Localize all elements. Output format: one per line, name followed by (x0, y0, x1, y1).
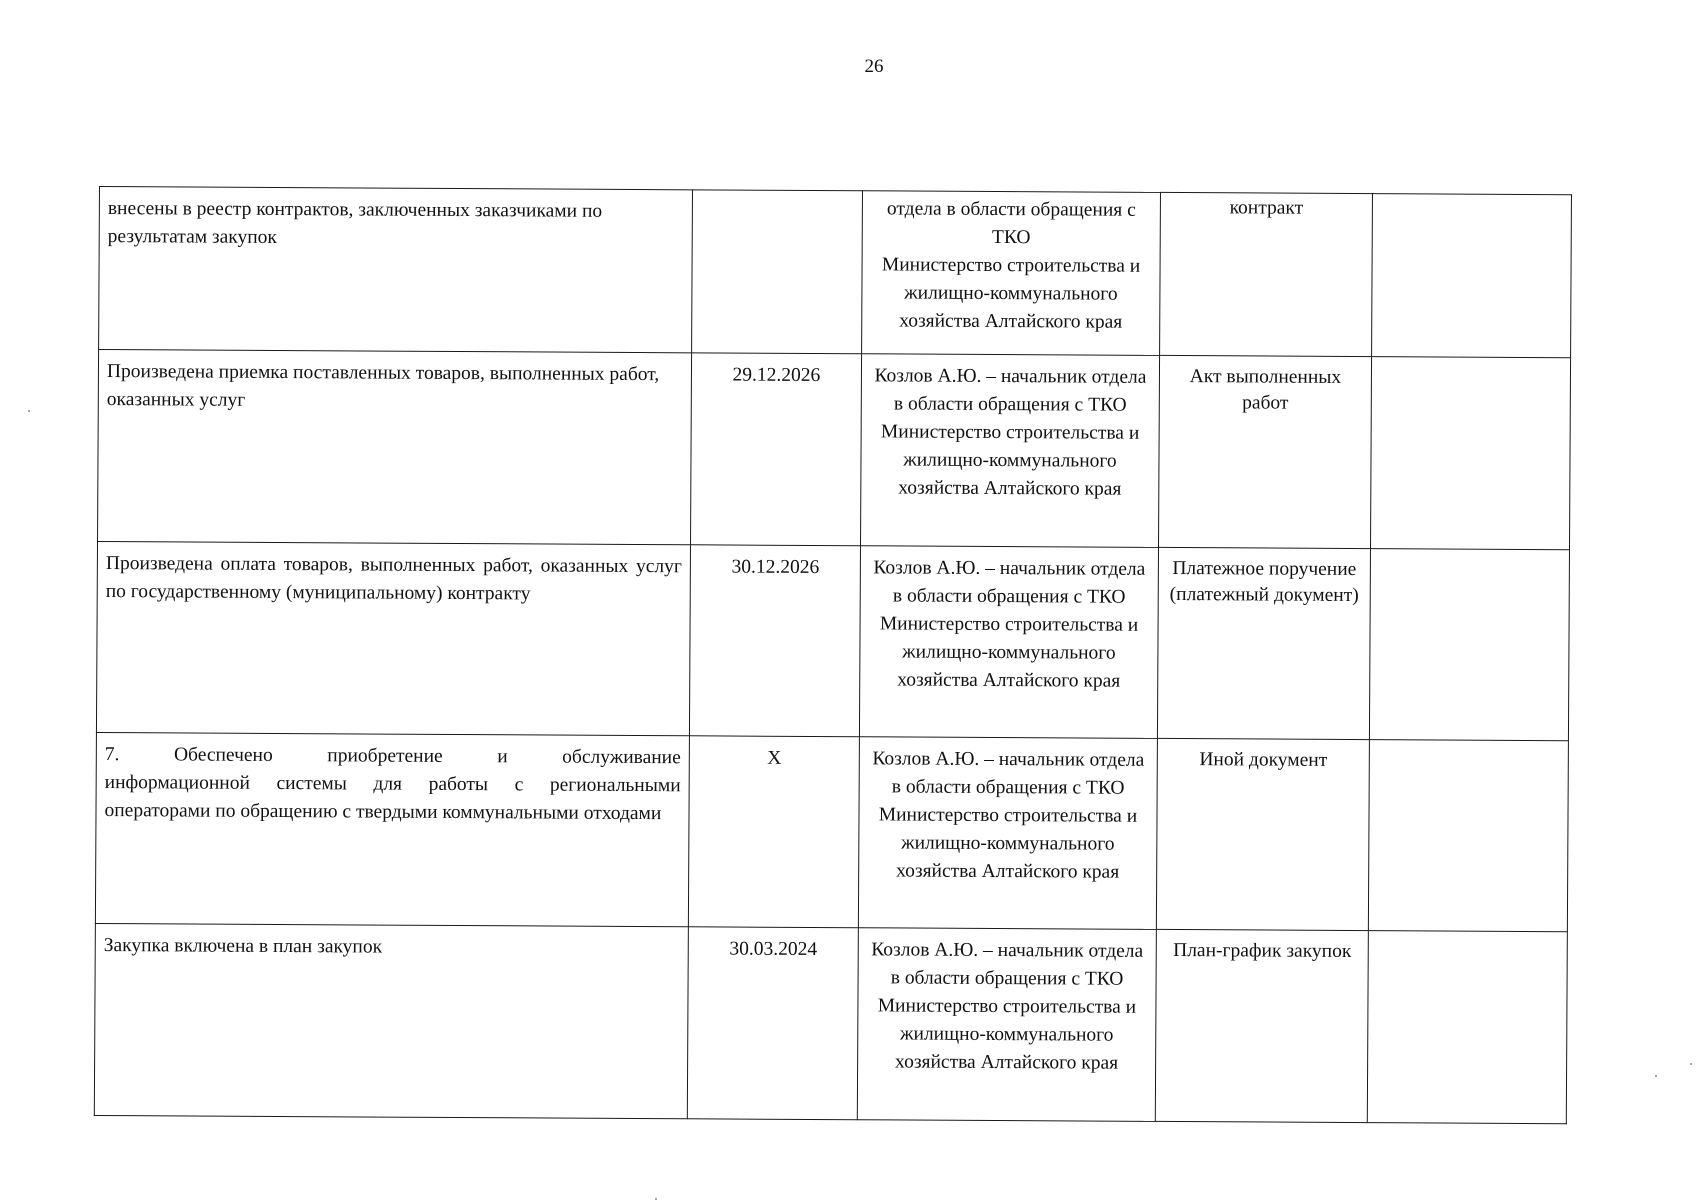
date-cell (692, 190, 863, 354)
extra-cell (1367, 931, 1567, 1124)
responsible-cell: Козлов А.Ю. – начальник отдела в области обращения с ТКО Министерство строительства и жилищно-коммунального хозяйства Алтайского края (858, 737, 1157, 930)
event-first-line: 7. Обеспечено приобретение и обслуживание (104, 744, 681, 769)
responsible-cell: Козлов А.Ю. – начальник отдела в области обращения с ТКО Министерство строительства и жилищно-коммунального хозяйства Алтайского края (857, 928, 1156, 1122)
scan-speck (1690, 1063, 1692, 1065)
table-row (96, 541, 1569, 740)
event-cell: Произведена приемка поставленных товаров, выполненных работ, оказанных услуг (98, 350, 692, 545)
scan-speck (1655, 1075, 1657, 1077)
responsible-cell: отдела в области обращения с ТКО Министерство строительства и жилищно-коммунального хозяйства Алтайского края (862, 191, 1161, 356)
event-cell (95, 732, 689, 926)
event-cell: Произведена оплата товаров, выполненных работ, оказанных услуг по государственному (муниципальному) контракту (96, 541, 690, 735)
scan-speck (28, 410, 30, 412)
document-cell: контракт (1160, 192, 1373, 356)
extra-cell (1370, 357, 1570, 550)
date-cell: 29.12.2026 (691, 353, 862, 546)
table-row (94, 923, 1567, 1123)
event-cell: Закупка включена в план закупок (94, 923, 688, 1118)
table-row (99, 187, 1572, 358)
date-cell: 30.12.2026 (689, 545, 860, 737)
document-cell: Акт выполненных работ (1158, 355, 1371, 548)
document-cell: Иной документ (1156, 738, 1369, 930)
table-row (95, 732, 1568, 931)
plan-table (94, 186, 1572, 1124)
event-rest: информационной системы для работы с региональными операторами по обращению с твердыми коммунальными отходами (104, 772, 681, 825)
page-number: 26 (864, 56, 884, 77)
document-cell: Платежное поручение (платежный документ) (1157, 547, 1370, 739)
responsible-cell: Козлов А.Ю. – начальник отдела в области обращения с ТКО Министерство строительства и жилищно-коммунального хозяйства Алтайского края (859, 546, 1158, 739)
table-row (98, 350, 1571, 550)
extra-cell (1368, 740, 1568, 932)
event-cell: внесены в реестр контрактов, заключенных заказчиками по результатам закупок (99, 187, 693, 353)
date-cell: 30.03.2024 (687, 927, 858, 1120)
extra-cell (1369, 549, 1569, 741)
responsible-cell: Козлов А.Ю. – начальник отдела в области обращения с ТКО Министерство строительства и жилищно-коммунального хозяйства Алтайского края (861, 354, 1160, 548)
extra-cell (1372, 194, 1572, 358)
document-cell: План-график закупок (1155, 929, 1368, 1122)
date-cell: X (688, 736, 859, 928)
